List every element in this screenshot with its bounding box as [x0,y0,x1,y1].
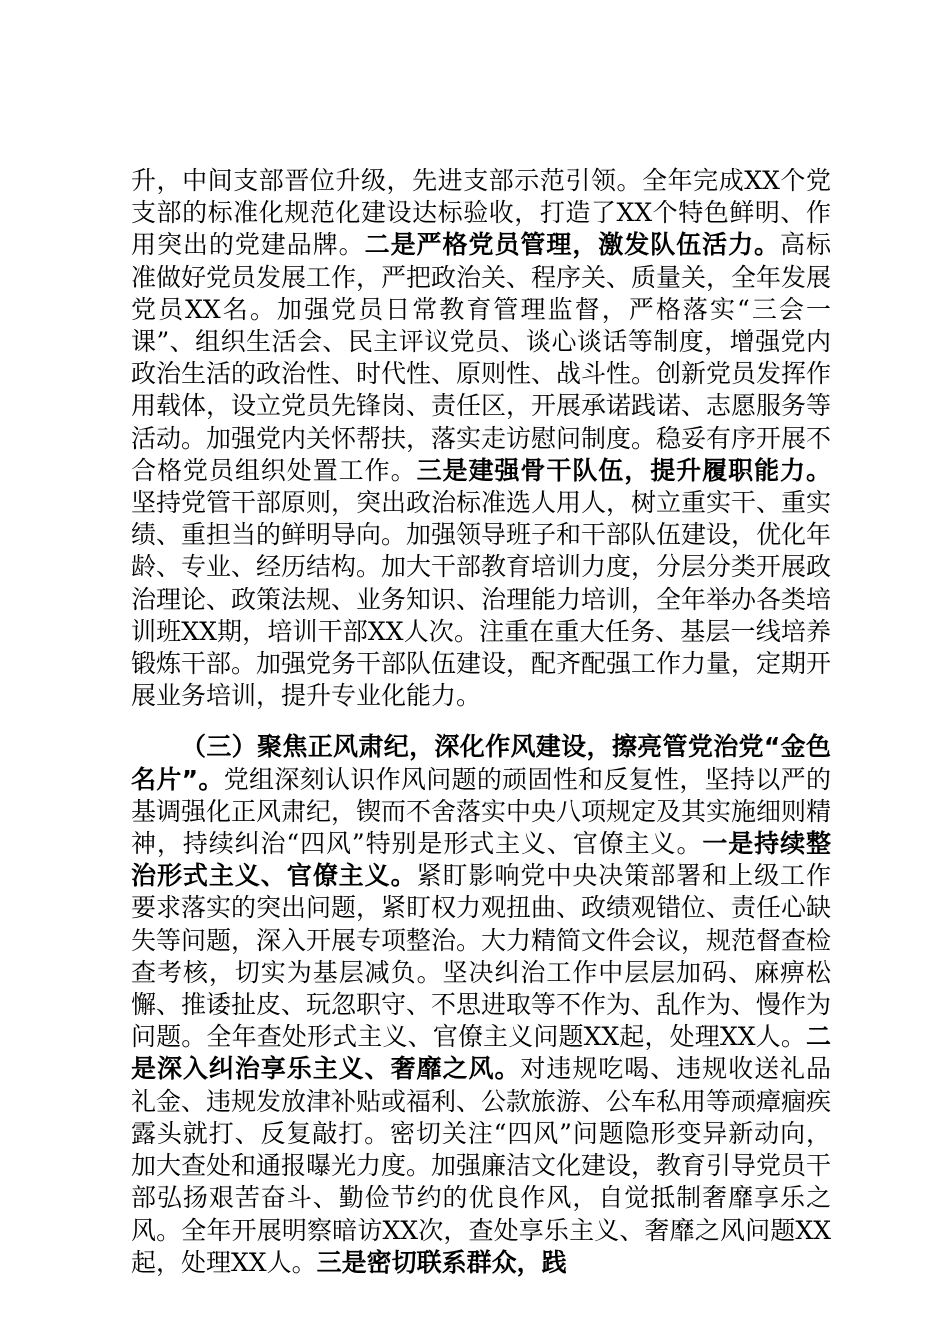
paragraph-text: 升，中间支部晋位升级，先进支部示范引领。全年完成XX个党支部的标准化规范化建设达标验收，打造了XX个特色鲜明、作用突出的党建品牌。 [131,166,831,260]
bold-subheading: 二是深入纠治享乐主义、奢靡之风。 [131,1022,831,1084]
bold-subheading: 三是密切联系群众，践 [316,1247,567,1277]
paragraph-text: 党组深刻认识作风问题的顽固性和反复性，坚持以严的基调强化正风肃纪，锲而不舍落实中央八项规定及其实施细则精神，持续纠治“四风”特别是形式主义、官僚主义。 [131,764,832,859]
section-heading: （三）聚焦正风肃纪，深化作风建设，擦亮管党治党“金色名片”。 [131,732,831,794]
paragraph-text: 高标准做好党员发展工作，严把政治关、程序关、质量关，全年发展党员XX名。加强党员日常教育管理监督，严格落实“三会一课”、组织生活会、民主评议党员、谈心谈话等制度，增强党内政治生活的政治性、时代性、原则性、战斗性。创新党员发挥作用载体，设立党员先锋岗、责任区，开展承诺践诺、志愿服务等活动。加强党内关怀帮扶，落实走访慰问制度。稳妥有序开展不合格党员组织处置工作。 [131,230,832,485]
paragraph-text: 坚持党管干部原则，突出政治标准选人用人，树立重实干、重实绩、重担当的鲜明导向。加强领导班子和干部队伍建设，优化年龄、专业、经历结构。加大干部教育培训力度，分层分类开展政治理论、政策法规、业务知识、治理能力培训，全年举办各类培训班XX期，培训干部XX人次。注重在重大任务、基层一线培养锻炼干部。加强党务干部队伍建设，配齐配强工作力量，定期开展业务培训，提升专业化能力。 [131,488,832,711]
bold-subheading: 一是持续整治形式主义、官僚主义。 [131,829,831,891]
body-paragraph-1 [131,165,831,712]
bold-subheading: 三是建强骨干队伍，提升履职能力。 [416,455,831,485]
paragraph-text: 紧盯影响党中央决策部署和上级工作要求落实的突出问题，紧盯权力观扭曲、政绩观错位、责任心缺失等问题，深入开展专项整治。大力精简文件会议，规范督查检查考核，切实为基层减负。坚决纠治工作中层层加码、麻痹松懈、推诿扯皮、玩忽职守、不思进取等不作为、乱作为、慢作为问题。全年查处形式主义、官僚主义问题XX起，处理XX人。 [131,861,832,1052]
body-paragraph-2 [131,731,831,1278]
bold-subheading: 二是严格党员管理，激发队伍活力。 [364,230,780,260]
paragraph-text: 对违规吃喝、违规收送礼品礼金、违规发放津补贴或福利、公款旅游、公车私用等顽瘴痼疾露头就打、反复敲打。密切关注“四风”问题隐形变异新动向，加大查处和通报曝光力度。加强廉洁文化建设，教育引导党员干部弘扬艰苦奋斗、勤俭节约的优良作风，自觉抵制奢靡享乐之风。全年开展明察暗访XX次，查处享乐主义、奢靡之风问题XX起，处理XX人。 [131,1054,832,1277]
document-page [131,165,831,1279]
